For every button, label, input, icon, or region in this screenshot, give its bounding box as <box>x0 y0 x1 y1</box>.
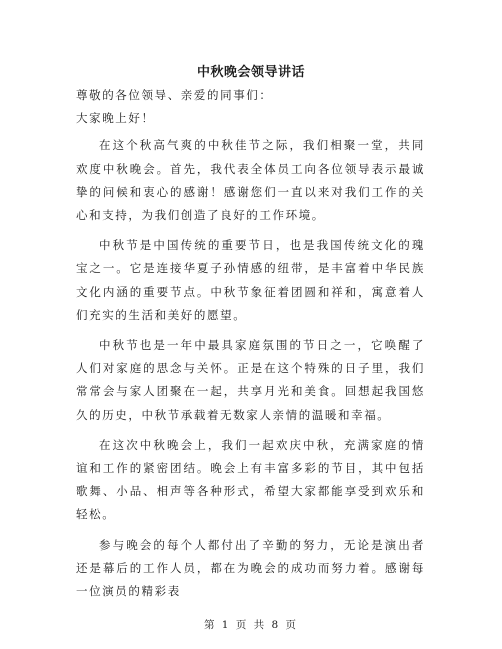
paragraph: 在这次中秋晚会上，我们一起欢庆中秋，充满家庭的情谊和工作的紧密团结。晚会上有丰富多彩的节目，其中包括歌舞、小品、相声等各种形式，希望大家都能享受到欢乐和轻松。 <box>76 437 425 522</box>
document-title: 中秋晚会领导讲话 <box>196 65 305 80</box>
paragraph: 中秋节也是一年中最具家庭氛围的节日之一，它唤醒了人们对家庭的思念与关怀。正是在这个特殊的日子里，我们常常会与家人团聚在一起，共享月光和美食。回想起我国悠久的历史，中秋节承载着无数家人亲情的温暖和幸福。 <box>76 338 425 422</box>
greeting: 大家晚上好！ <box>76 111 155 126</box>
salutation: 尊敬的各位领导、亲爱的同事们： <box>76 88 273 102</box>
document-body <box>76 84 425 610</box>
paragraph: 中秋节是中国传统的重要节日，也是我国传统文化的瑰宝之一。它是连接华夏子孙情感的纽带，是丰富着中华民族文化内涵的重要节点。中秋节象征着团圆和祥和，寓意着人们充实的生活和美好的愿望。 <box>76 238 425 322</box>
paragraph: 在这个秋高气爽的中秋佳节之际，我们相聚一堂，共同欢度中秋晚会。首先，我代表全体员工向各位领导表示最诚挚的问候和衷心的感谢！感谢您们一直以来对我们工作的关心和支持，为我们创造了良好的工作环境。 <box>76 138 425 223</box>
paragraph: 参与晚会的每个人都付出了辛勤的努力，无论是演出者还是幕后的工作人员，都在为晚会的成功而努力着。感谢每一位演员的精彩表 <box>76 537 425 599</box>
page-number-footer: 第 1 页 共 8 页 <box>203 619 299 631</box>
